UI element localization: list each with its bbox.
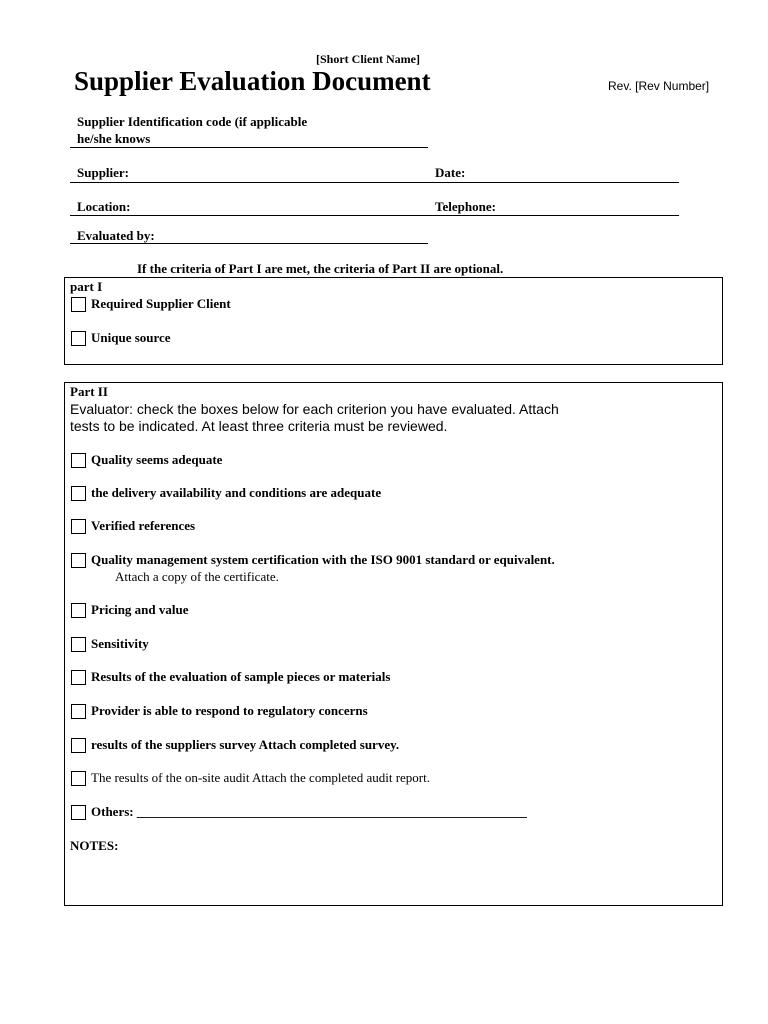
part-two-instructions-line1: Evaluator: check the boxes below for each criterion you have evaluated. Attach (70, 401, 559, 417)
part-two-item-label: Provider is able to respond to regulatory concerns (91, 703, 368, 718)
checkbox-sensitivity[interactable] (71, 637, 86, 652)
location-telephone-field-line[interactable] (70, 215, 679, 216)
part-one-item-label: Required Supplier Client (91, 296, 231, 311)
part-two-item-label: Quality seems adequate (91, 452, 223, 467)
checkbox-required-supplier-client[interactable] (71, 297, 86, 312)
client-name: [Short Client Name] (316, 52, 420, 66)
supplier-date-field-line[interactable] (70, 182, 679, 183)
part-two-item-label: Quality management system certification with the ISO 9001 standard or equivalent. (91, 552, 555, 567)
date-label: Date: (435, 165, 466, 180)
part-two-item-label: Results of the evaluation of sample pieces or materials (91, 669, 391, 684)
checkbox-sample-evaluation[interactable] (71, 670, 86, 685)
part-two-item-label: the delivery availability and conditions are adequate (91, 485, 382, 500)
others-field[interactable]: Others: ____________________________________________________________ (91, 804, 527, 819)
evaluated-by-field-line[interactable] (70, 243, 428, 244)
checkbox-verified-references[interactable] (71, 519, 86, 534)
supplier-id-label-line2: he/she knows (77, 131, 151, 146)
checkbox-others[interactable] (71, 805, 86, 820)
supplier-label: Supplier: (77, 165, 130, 180)
telephone-label: Telephone: (435, 199, 496, 214)
part-two-item-label: results of the suppliers survey Attach completed survey. (91, 737, 400, 752)
part-two-item-label: Sensitivity (91, 636, 149, 651)
part-two-item-label: Verified references (91, 518, 196, 533)
location-label: Location: (77, 199, 131, 214)
checkbox-regulatory-concerns[interactable] (71, 704, 86, 719)
part-two-instructions-line2: tests to be indicated. At least three criteria must be reviewed. (70, 418, 448, 434)
evaluated-by-label: Evaluated by: (77, 228, 155, 243)
part-two-title: Part II (70, 384, 108, 399)
part-two-box (64, 382, 723, 906)
document-title: Supplier Evaluation Document (74, 66, 431, 96)
checkbox-onsite-audit[interactable] (71, 771, 86, 786)
revision-number: Rev. [Rev Number] (608, 79, 710, 93)
checkbox-unique-source[interactable] (71, 331, 86, 346)
part-one-item-label: Unique source (91, 330, 171, 345)
checkbox-iso-certification[interactable] (71, 553, 86, 568)
checkbox-pricing-value[interactable] (71, 603, 86, 618)
checkbox-supplier-survey[interactable] (71, 738, 86, 753)
part-one-title: part I (70, 279, 103, 294)
intro-instruction: If the criteria of Part I are met, the criteria of Part II are optional. (137, 261, 504, 276)
part-two-item-label: Pricing and value (91, 602, 189, 617)
part-two-item-label: The results of the on-site audit Attach the completed audit report. (91, 770, 430, 785)
iso-certificate-note: Attach a copy of the certificate. (115, 569, 279, 584)
supplier-id-label-line1: Supplier Identification code (if applicable (77, 114, 308, 129)
supplier-id-field-line[interactable] (70, 147, 428, 148)
part-one-box (64, 277, 723, 365)
checkbox-quality-adequate[interactable] (71, 453, 86, 468)
checkbox-delivery-availability[interactable] (71, 486, 86, 501)
notes-label: NOTES: (70, 838, 119, 853)
